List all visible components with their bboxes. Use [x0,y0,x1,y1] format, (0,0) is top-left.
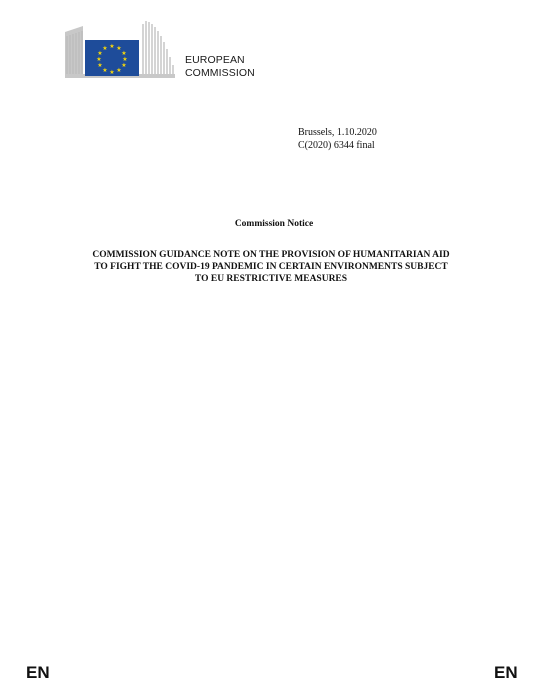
notice-heading: Commission Notice [234,219,314,229]
svg-text:★: ★ [97,62,103,69]
document-title [40,249,502,285]
svg-text:★: ★ [102,45,108,52]
language-code-right: EN [494,663,518,682]
svg-text:★: ★ [97,50,103,57]
organization-name [185,54,255,79]
svg-text:★: ★ [109,69,115,76]
org-name-line-2: COMMISSION [185,66,255,79]
svg-text:★: ★ [121,50,127,57]
svg-text:★: ★ [121,62,127,69]
place-date: Brussels, 1.10.2020 [298,127,377,138]
language-code-left: EN [26,663,50,682]
svg-text:★: ★ [102,67,108,74]
svg-text:★: ★ [116,67,122,74]
svg-text:★: ★ [96,56,102,63]
document-meta [298,127,377,152]
org-name-line-1: EUROPEAN [185,54,245,66]
svg-text:★: ★ [116,45,122,52]
eu-flag-logo-icon [63,18,183,80]
european-commission-logo [63,18,263,82]
document-reference: C(2020) 6344 final [298,139,375,151]
title-line: COMMISSION GUIDANCE NOTE ON THE PROVISION OF HUMANITARIAN AID [92,250,450,260]
title-line: TO EU RESTRICTIVE MEASURES [194,274,348,284]
svg-text:★: ★ [122,56,128,63]
svg-text:★: ★ [109,43,115,50]
title-line: TO FIGHT THE COVID-19 PANDEMIC IN CERTAIN ENVIRONMENTS SUBJECT [94,262,448,272]
